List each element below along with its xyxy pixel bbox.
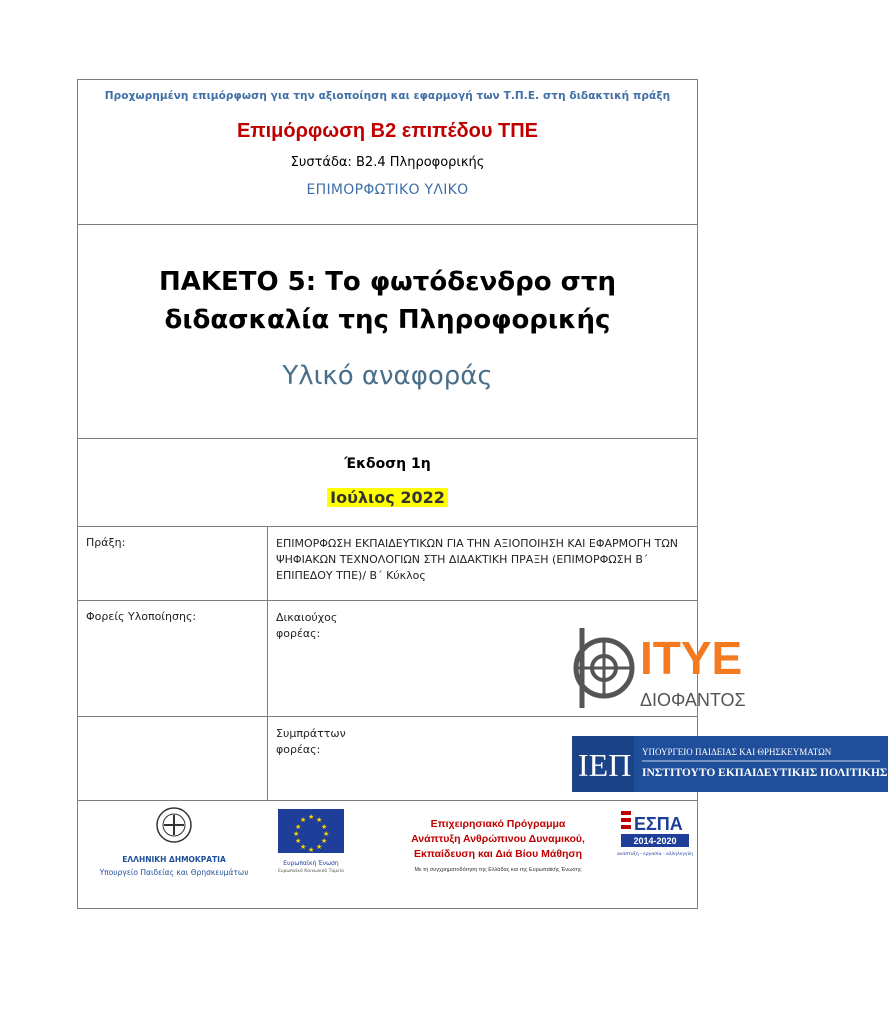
cofinance-text: Με τη συγχρηματοδότηση της Ελλάδας και της Ευρωπαϊκής Ένωσης [414, 867, 582, 873]
svg-text:★: ★ [295, 837, 302, 845]
svg-text:★: ★ [300, 816, 307, 824]
espa-text: ΕΣΠΑ [634, 814, 683, 834]
hellenic-republic-emblem [157, 808, 191, 842]
svg-text:★: ★ [293, 830, 300, 838]
eu-flag-icon [278, 809, 344, 854]
espa-logo [617, 811, 693, 857]
footer-logos [78, 801, 697, 908]
reference-material-label: Υλικό αναφοράς [282, 361, 493, 391]
svg-text:★: ★ [308, 846, 315, 854]
svg-text:★: ★ [321, 823, 328, 831]
beneficiary-label: Δικαιούχος φορέας: [276, 611, 338, 640]
eu-fund-text: Ευρωπαϊκό Κοινωνικό Ταμείο [278, 869, 344, 874]
itye-emblem [576, 628, 632, 708]
partner-label: Συμπράττων φορέας: [276, 727, 346, 756]
iep-ministry-text: ΥΠΟΥΡΓΕΙΟ ΠΑΙΔΕΙΑΣ ΚΑΙ ΘΡΗΣΚΕΥΜΑΤΩΝ [642, 747, 832, 757]
svg-text:★: ★ [295, 823, 302, 831]
edition-section [78, 439, 697, 527]
iep-logo [572, 736, 888, 797]
praxi-label: Πράξη: [78, 527, 268, 600]
svg-text:★: ★ [316, 843, 323, 851]
espa-motto-text: ανάπτυξη - εργασία - αλληλεγγύη [616, 852, 694, 857]
espa-years-text: 2014-2020 [633, 836, 677, 846]
iep-name-text: ΙΝΣΤΙΤΟΥΤΟ ΕΚΠΑΙΔΕΥΤΙΚΗΣ ΠΟΛΙΤΙΚΗΣ [642, 767, 888, 779]
svg-text:★: ★ [316, 816, 323, 824]
package-title [78, 225, 697, 339]
program-line-2: Ανάπτυξη Ανθρώπινου Δυναμικού, [411, 833, 585, 845]
edition-label: Έκδοση 1η [344, 456, 431, 472]
package-title-line-1: ΠΑΚΕΤΟ 5: Το φωτόδενδρο στη [158, 267, 617, 297]
iep-monogram: ΙΕΠ [578, 747, 632, 783]
foreis-row [78, 601, 746, 717]
eu-union-text: Ευρωπαϊκή Ένωση [283, 860, 339, 867]
hellenic-republic-text: ΕΛΛΗΝΙΚΗ ΔΗΜΟΚΡΑΤΙΑ [122, 855, 226, 864]
itye-wordmark: ΙΤΥΕ [640, 632, 743, 684]
foreis-label: Φορείς Υλοποίησης: [78, 601, 268, 716]
program-line-1: Επιχειρησιακό Πρόγραμμα [430, 818, 566, 830]
partner-row [78, 717, 888, 801]
svg-text:★: ★ [321, 837, 328, 845]
program-line-3: Εκπαίδευση και Διά Βίου Μάθηση [413, 848, 583, 860]
praxi-value: ΕΠΙΜΟΡΦΩΣΗ ΕΚΠΑΙΔΕΥΤΙΚΩΝ ΓΙΑ ΤΗΝ ΑΞΙΟΠΟΙΗΣΗ ΚΑΙ ΕΦΑΡΜΟΓΗ ΤΩΝ ΨΗΦΙΑΚΩΝ ΤΕΧΝΟΛΟΓΙΩΝ ΣΤΗ ΔΙΔΑΚΤΙΚΗ ΠΡΑΞΗ (ΕΠΙΜΟΡΦΩΣΗ Β΄ ΕΠΙΠΕΔΟΥ ΤΠΕ)/ Β΄ Κύκλος [276, 537, 679, 582]
header-section [78, 80, 697, 225]
ministry-text: Υπουργείο Παιδείας και Θρησκευμάτων [99, 868, 249, 877]
package-title-line-2: διδασκαλία της Πληροφορικής [164, 305, 611, 335]
document-frame [77, 79, 888, 909]
itye-subtitle: ΔΙΟΦΑΝΤΟΣ [640, 690, 746, 710]
cluster-label: Συστάδα: Β2.4 Πληροφορικής [290, 155, 485, 170]
svg-text:★: ★ [308, 813, 315, 821]
itye-logo [574, 622, 764, 719]
material-label: ΕΠΙΜΟΡΦΩΤΙΚΟ ΥΛΙΚΟ [306, 182, 469, 198]
praxi-row [78, 527, 697, 601]
edition-date: Ιούλιος 2022 [327, 488, 448, 507]
package-section [78, 225, 697, 439]
svg-text:★: ★ [323, 830, 330, 838]
program-subtitle: Προχωρημένη επιμόρφωση για την αξιοποίηση και εφαρμογή των Τ.Π.Ε. στη διδακτική πράξη [104, 90, 671, 102]
svg-text:★: ★ [300, 843, 307, 851]
training-title: Επιμόρφωση Β2 επιπέδου ΤΠΕ [236, 120, 539, 142]
